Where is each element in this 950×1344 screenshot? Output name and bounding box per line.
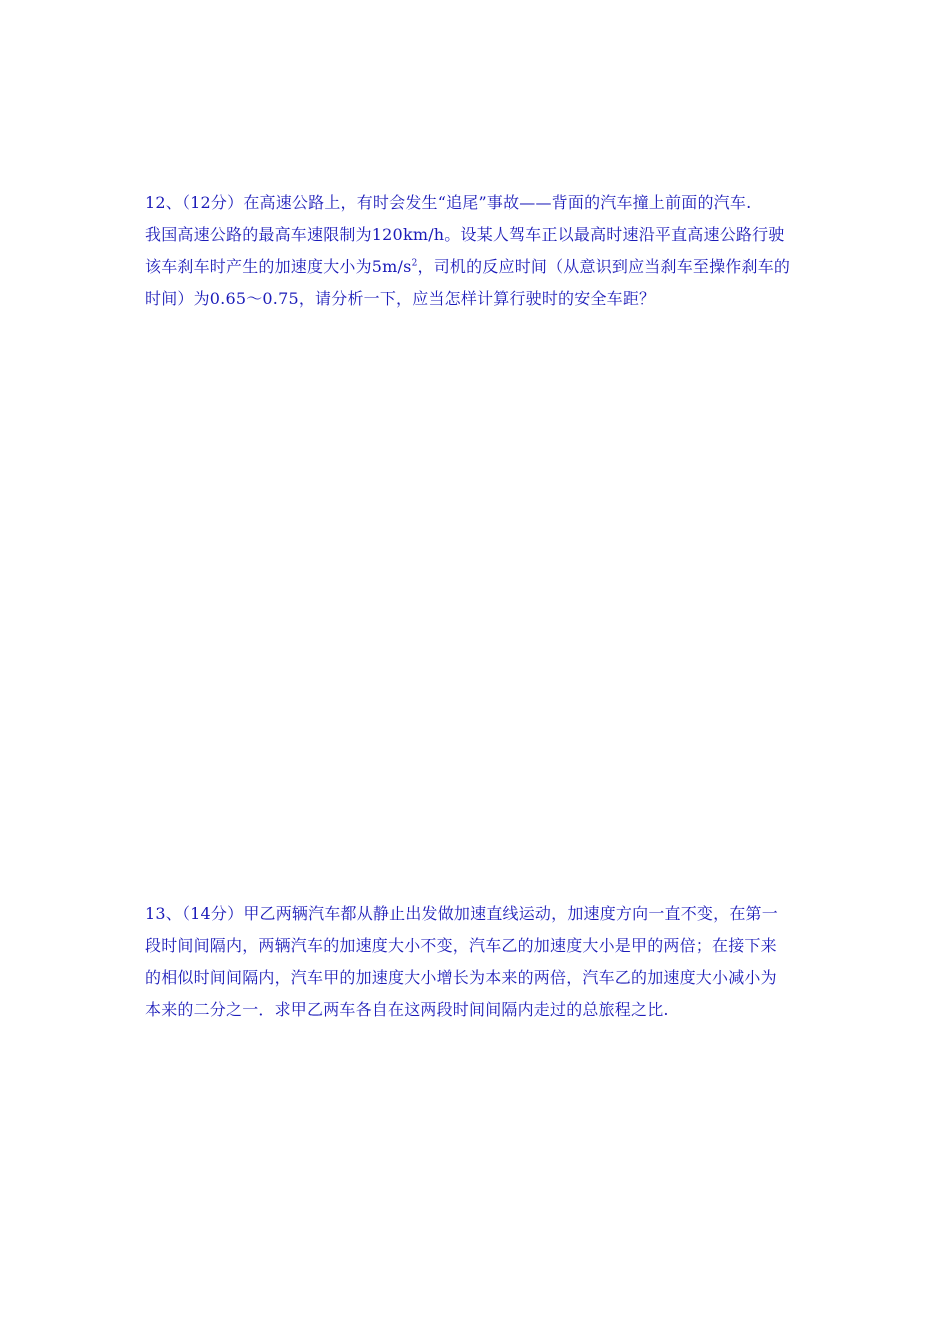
question-13-line-3: 的相似时间间隔内，汽车甲的加速度大小增长为本来的两倍，汽车乙的加速度大小减小为 — [145, 968, 777, 987]
question-13 — [145, 898, 811, 1026]
question-13-line-4: 本来的二分之一．求甲乙两车各自在这两段时间间隔内走过的总旅程之比. — [145, 1000, 669, 1019]
question-13-line-2: 段时间间隔内，两辆汽车的加速度大小不变，汽车乙的加速度大小是甲的两倍；在接下来 — [145, 936, 777, 955]
question-12-line-4: 时间）为0.65～0.75，请分析一下，应当怎样计算行驶时的安全车距？ — [145, 289, 656, 308]
question-12-line-3-tail: ，司机的反应时间（从意识到应当刹车至操作刹车的 — [417, 257, 791, 276]
question-12-line-2: 我国高速公路的最高车速限制为120km/h。设某人驾车正以最高时速沿平直高速公路行驶 — [145, 225, 785, 244]
question-12 — [145, 187, 811, 315]
superscript-exponent: 2 — [411, 258, 418, 269]
question-12-line-1: 12、（12分）在高速公路上，有时会发生“追尾”事故——背面的汽车撞上前面的汽车. — [145, 193, 752, 212]
question-12-line-3-head: 该车刹车时产生的加速度大小为5m/s — [145, 257, 412, 276]
question-13-line-1: 13、（14分）甲乙两辆汽车都从静止出发做加速直线运动，加速度方向一直不变，在第一 — [145, 904, 778, 923]
question-12-line-3 — [145, 251, 811, 283]
